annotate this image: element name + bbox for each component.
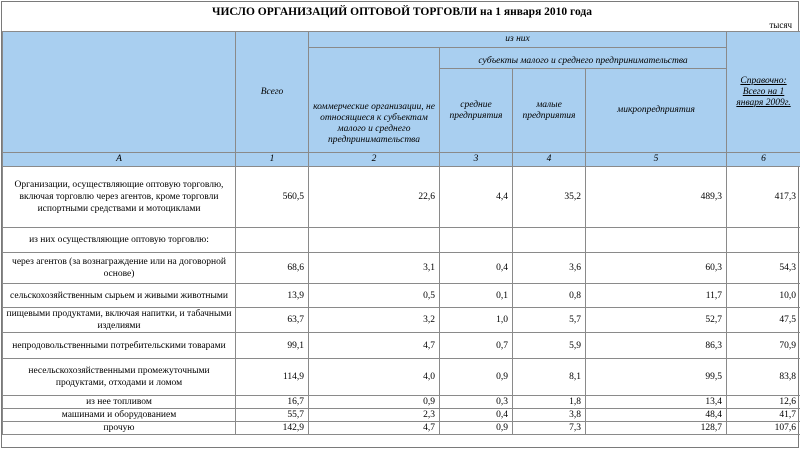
cell-small: 8,1 (513, 359, 586, 396)
row-label: через агентов (за вознаграждение или на договорной основе) (3, 253, 236, 284)
cell-small: 3,6 (513, 253, 586, 284)
cell-commercial: 3,1 (309, 253, 440, 284)
cell-micro: 86,3 (586, 333, 727, 359)
cell-commercial: 0,5 (309, 284, 440, 308)
cell-medium: 0,1 (440, 284, 513, 308)
cell-reference: 10,0 (727, 284, 800, 308)
cell-medium: 0,9 (440, 359, 513, 396)
cell-total: 16,7 (236, 396, 309, 409)
cell-commercial (309, 228, 440, 253)
cell-micro (586, 228, 727, 253)
table-row (3, 396, 800, 409)
cell-small: 5,7 (513, 308, 586, 333)
header-small: малые предприятия (513, 69, 586, 152)
cell-reference: 83,8 (727, 359, 800, 396)
cell-small: 1,8 (513, 396, 586, 409)
cell-commercial: 4,7 (309, 333, 440, 359)
row-label: Организации, осуществляющие оптовую торговлю, включая торговлю через агентов, кроме торговли испортными средствами и мотоциклами (3, 167, 236, 228)
cell-commercial: 4,7 (309, 422, 440, 435)
table-row (3, 228, 800, 253)
cell-medium: 1,0 (440, 308, 513, 333)
table-row (3, 359, 800, 396)
cell-reference: 107,6 (727, 422, 800, 435)
row-label: непродовольственными потребительскими товарами (3, 333, 236, 359)
header-sme-group (440, 48, 727, 153)
row-label: пищевыми продуктами, включая напитки, и табачными изделиями (3, 308, 236, 333)
cell-micro: 128,7 (586, 422, 727, 435)
row-label: из них осуществляющие оптовую торговлю: (3, 228, 236, 253)
cell-reference: 47,5 (727, 308, 800, 333)
cell-medium: 0,7 (440, 333, 513, 359)
cell-medium: 0,4 (440, 409, 513, 422)
cell-reference: 417,3 (727, 167, 800, 228)
cell-small: 3,8 (513, 409, 586, 422)
table-row (3, 167, 800, 228)
unit-label: тысяч (769, 20, 792, 30)
row-label: несельскохозяйственными промежуточными продуктами, отходами и ломом (3, 359, 236, 396)
header-commercial: коммерческие организации, не относящиеся к субъектам малого и среднего предпринимательства (309, 48, 440, 153)
cell-reference (727, 228, 800, 253)
cell-reference: 70,9 (727, 333, 800, 359)
cell-total: 63,7 (236, 308, 309, 333)
header-col-a: А (3, 153, 236, 167)
table-row (3, 409, 800, 422)
cell-commercial: 2,3 (309, 409, 440, 422)
cell-small (513, 228, 586, 253)
row-label: машинами и оборудованием (3, 409, 236, 422)
row-label: сельскохозяйственным сырьем и живыми животными (3, 284, 236, 308)
header-total: Всего (236, 32, 309, 153)
cell-micro: 99,5 (586, 359, 727, 396)
cell-total: 114,9 (236, 359, 309, 396)
header-micro: микропредприятия (586, 69, 726, 152)
cell-micro: 48,4 (586, 409, 727, 422)
cell-small: 35,2 (513, 167, 586, 228)
cell-total: 99,1 (236, 333, 309, 359)
header-of-which: из них (309, 32, 727, 48)
table-row (3, 333, 800, 359)
cell-reference: 54,3 (727, 253, 800, 284)
cell-micro: 11,7 (586, 284, 727, 308)
cell-small: 5,9 (513, 333, 586, 359)
cell-total: 13,9 (236, 284, 309, 308)
cell-medium: 0,9 (440, 422, 513, 435)
header-num-2: 2 (309, 153, 440, 167)
header-medium: средние предприятия (440, 69, 513, 152)
cell-medium: 4,4 (440, 167, 513, 228)
cell-medium: 0,4 (440, 253, 513, 284)
row-label: прочую (3, 422, 236, 435)
table-row (3, 308, 800, 333)
table-row (3, 284, 800, 308)
cell-medium (440, 228, 513, 253)
cell-commercial: 3,2 (309, 308, 440, 333)
cell-micro: 52,7 (586, 308, 727, 333)
cell-total: 68,6 (236, 253, 309, 284)
header-num-3: 3 (440, 153, 513, 167)
cell-total (236, 228, 309, 253)
cell-small: 0,8 (513, 284, 586, 308)
cell-total: 142,9 (236, 422, 309, 435)
row-label: из нее топливом (3, 396, 236, 409)
cell-commercial: 4,0 (309, 359, 440, 396)
cell-commercial: 0,9 (309, 396, 440, 409)
header-sme: субъекты малого и среднего предпринимательства (440, 54, 726, 69)
cell-commercial: 22,6 (309, 167, 440, 228)
header-reference (727, 32, 800, 153)
table-title: ЧИСЛО ОРГАНИЗАЦИЙ ОПТОВОЙ ТОРГОВЛИ на 1 января 2010 года (2, 4, 800, 20)
cell-reference: 41,7 (727, 409, 800, 422)
header-num-4: 4 (513, 153, 586, 167)
cell-small: 7,3 (513, 422, 586, 435)
cell-micro: 489,3 (586, 167, 727, 228)
cell-micro: 60,3 (586, 253, 727, 284)
table-row (3, 253, 800, 284)
header-num-5: 5 (586, 153, 727, 167)
document-frame (1, 1, 799, 448)
header-num-1: 1 (236, 153, 309, 167)
reference-label: Справочно: Всего на 1 января 2009г. (736, 76, 790, 108)
cell-total: 560,5 (236, 167, 309, 228)
header-blank (3, 32, 236, 153)
wholesale-table (2, 31, 800, 435)
table-row (3, 422, 800, 435)
header-sme-sub (440, 69, 726, 152)
cell-total: 55,7 (236, 409, 309, 422)
cell-reference: 12,6 (727, 396, 800, 409)
cell-medium: 0,3 (440, 396, 513, 409)
header-num-6: 6 (727, 153, 800, 167)
cell-micro: 13,4 (586, 396, 727, 409)
